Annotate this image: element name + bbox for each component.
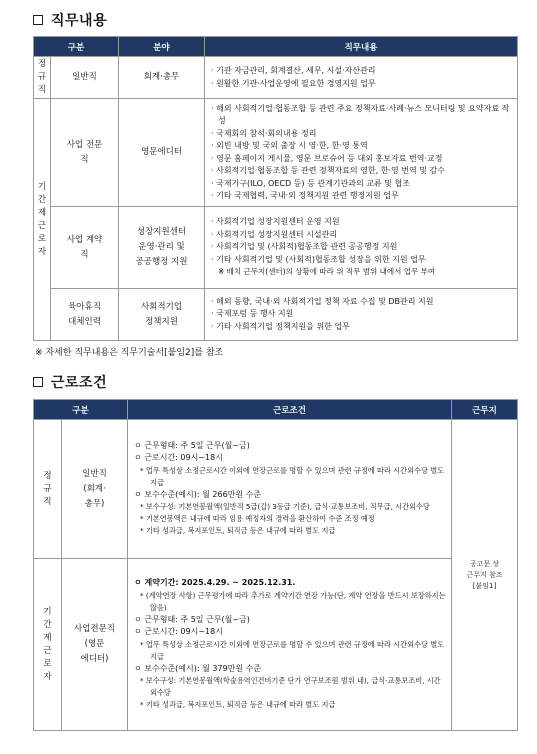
duty-item: · 기관 자금관리, 회계결산, 세무, 시설·자산관리 <box>211 66 376 75</box>
duty-item: · 국제회의 참석·회의내용 정리 <box>211 128 317 138</box>
duties-footnote: ※ 자세한 직무내용은 직무기술서[붙임2]를 참조 <box>35 348 224 358</box>
group-regular: 정 규 직 <box>34 420 62 559</box>
condition-subitem: * 업무 특성상 소정근로시간 이외에 연장근로를 명할 수 있으며 관련 규정에 따라 시간외수당 별도 지급 <box>140 639 445 661</box>
type-professional: 사업전문직 (영문 에디터) <box>62 559 128 731</box>
condition-subitem: * 업무 특성상 소정근로시간 이외에 연장근로를 명할 수 있으며 관련 규정에 따라 시간외수당 별도 지급 <box>140 465 445 487</box>
field-policy-support: 사회적기업 정책지원 <box>119 289 205 341</box>
type-general: 일반직 <box>51 57 119 99</box>
condition-item: ㅇ 보수수준(예시): 월 379만원 수준 <box>134 663 262 673</box>
checkbox-square-icon <box>33 377 43 387</box>
field-growth-center: 성장지원센터 운영·관리 및 공공행정 지원 <box>119 207 205 289</box>
condition-subitem: * 기타 성과급, 복지포인트, 퇴직금 등은 내규에 따라 별도 지급 <box>140 700 336 709</box>
header-conditions: 근로조건 <box>128 400 452 420</box>
duty-item: · 기타 국제협력, 국내·외 정책지원 관련 행정지원 업무 <box>211 191 399 200</box>
condition-item: ㅇ 보수수준(예시): 월 266만원 수준 <box>134 489 262 499</box>
duty-item: · 국제기구(ILO, OECD 등) 등 관계기관과의 교류 및 협조 <box>211 178 410 188</box>
condition-subitem: * 기본연봉액은 내규에 따라 임용 예정자의 경력을 환산하여 수준 조정 예정 <box>140 514 375 524</box>
duties-cell <box>205 99 518 207</box>
condition-subitem: * (계약연장 사항) 근무평가에 따라 추가로 계약기간 연장 가능(단, 계약 연장을 반드시 보장하지는 않음) <box>140 590 446 612</box>
field-accounting: 회계·총무 <box>119 57 205 99</box>
duty-note: ※ 배치 근무지(센터)의 상황에 따라 위 직무 범위 내에서 업무 부여 <box>218 267 436 277</box>
field-english-editor: 영문에디터 <box>119 99 205 207</box>
duty-item: · 사회적기업 및 (사회적)협동조합 관련 공공행정 지원 <box>211 242 398 252</box>
condition-item: ㅇ 계약기간: 2025.4.29. ~ 2025.12.31. <box>134 578 296 587</box>
section-title-duties: 직무내용 <box>33 10 107 30</box>
duty-item: · 원활한 기관·사업운영에 필요한 경영지원 업무 <box>211 78 376 88</box>
header-worksite: 근무지 <box>452 400 518 420</box>
type-substitute: 육아휴직 대체인력 <box>51 289 119 341</box>
duty-item: · 해외 사회적기업·협동조합 등 관련 주요 정책자료·사례·뉴스 모니터링 및 요약자료 작성 <box>211 103 510 125</box>
conditions-cell <box>128 420 452 559</box>
condition-item: ㅇ 근무형태: 주 5일 근무(월~금) <box>134 614 250 624</box>
duties-table <box>33 36 518 341</box>
duty-item: · 사회적기업 성장지원센터 시설관리 <box>211 229 338 239</box>
duty-item: · 기타 사회적기업 및 (사회적)협동조합 성장을 위한 지원 업무 <box>211 254 426 264</box>
condition-item: ㅇ 근로시간: 09시~18시 <box>134 453 223 463</box>
checkbox-square-icon <box>33 15 43 25</box>
duty-item: · 국제포럼 등 행사 지원 <box>211 309 294 319</box>
header-field: 분야 <box>119 37 205 57</box>
group-fixed-term: 기 간 제 근 로 자 <box>34 99 51 341</box>
duties-cell <box>205 207 518 289</box>
group-regular: 정 규 직 <box>34 57 51 99</box>
worksite-cell: 공고문 상 근무지 참조 [붙임1] <box>452 420 518 731</box>
duty-item: · 해외 동향, 국내·외 사회적기업 정책 자료 수집 및 DB관리 지원 <box>211 296 434 306</box>
section-title-conditions: 근로조건 <box>33 372 107 392</box>
duty-item: · 사회적기업 성장지원센터 운영 지원 <box>211 217 340 227</box>
condition-subitem: * 보수구성: 기본연봉월액(학술용역인건비기준 단가 연구보조원 범위 내), 급식·교통보조비, 시간외수당 <box>140 676 441 697</box>
duties-cell <box>205 57 518 99</box>
type-professional: 사업 전문직 <box>51 99 119 207</box>
type-general: 일반직 (회계· 총무) <box>62 420 128 559</box>
header-category: 구분 <box>34 37 119 57</box>
group-fixed-term: 기 간 제 근 로 자 <box>34 559 62 731</box>
condition-item: ㅇ 근로시간: 09시~18시 <box>134 627 223 636</box>
header-category: 구분 <box>34 400 128 420</box>
duties-cell <box>205 289 518 341</box>
header-duties: 직무내용 <box>205 37 518 57</box>
condition-subitem: * 기타 성과급, 복지포인트, 퇴직금 등은 내규에 따라 별도 지급 <box>140 526 336 536</box>
condition-subitem: * 보수구성: 기본연봉월액(일반직 5급(갑) 3등급 기준), 급식·교통보조비, 직무급, 시간외수당 <box>140 502 430 512</box>
duty-item: · 기타 사회적기업 정책지원을 위한 업무 <box>211 321 350 331</box>
conditions-table <box>33 399 518 731</box>
conditions-cell <box>128 559 452 731</box>
duty-item: · 영문 홈페이지 게시물, 영문 브로슈어 등 대외 홍보자료 번역·교정 <box>211 153 443 163</box>
duty-item: · 사회적기업·협동조합 등 관련 정책자료의 영한, 한·영 번역 및 감수 <box>211 166 445 175</box>
duty-item: · 외빈 내방 및 국외 출장 시 영·한, 한·영 통역 <box>211 141 368 150</box>
type-contract: 사업 계약직 <box>51 207 119 289</box>
condition-item: ㅇ 근무형태: 주 5일 근무(월~금) <box>134 440 250 450</box>
